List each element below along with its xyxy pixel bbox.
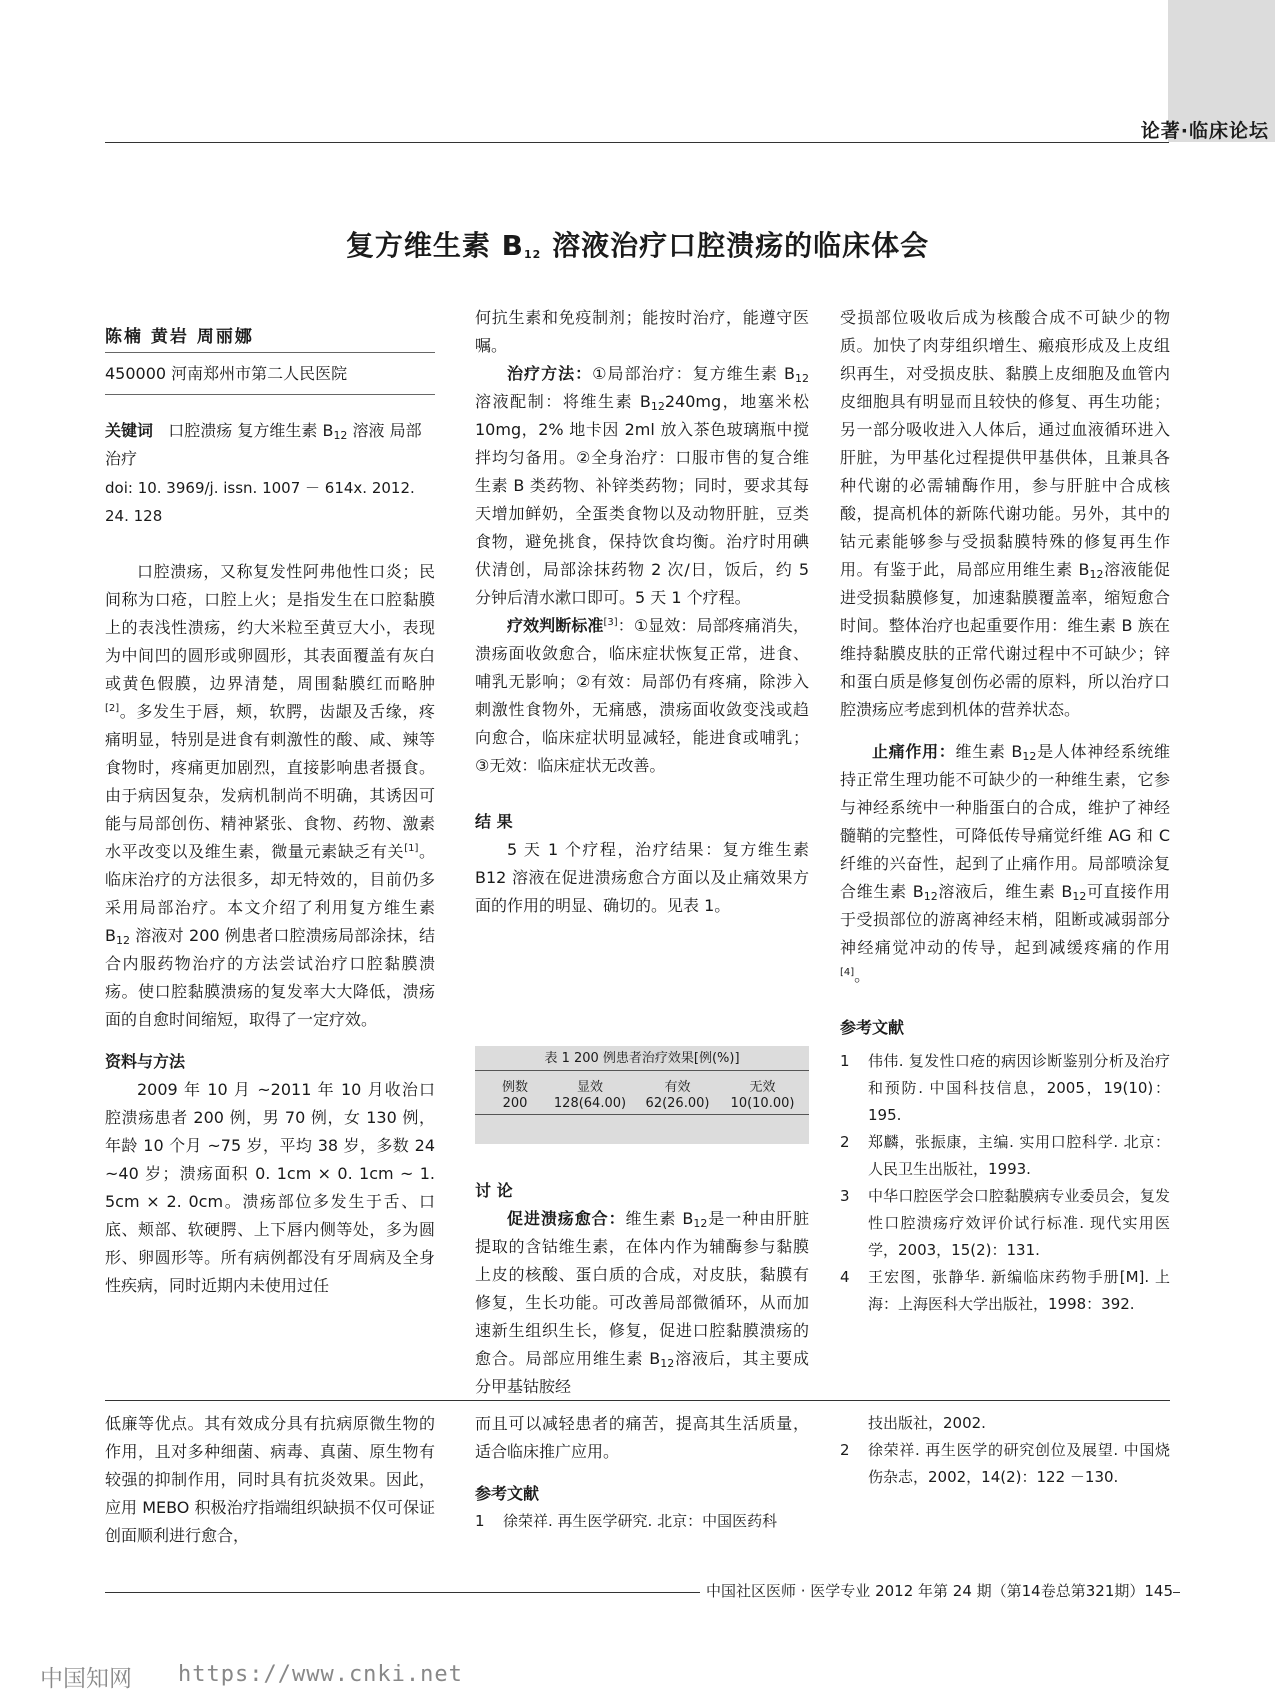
- methods-paragraph-cont: 何抗生素和免疫制剂；能按时治疗，能遵守医嘱。: [475, 308, 809, 355]
- results-table: [475, 1046, 809, 1144]
- column-1: [105, 558, 435, 1300]
- intro-paragraph: 口腔溃疡，又称复发性阿弗他性口炎；民间称为口疮，口腔上火；是指发生在口腔黏膜上的表浅性溃疡，约大米粒至黄豆大小，表现为中间凹的圆形或卵圆形，其表面覆盖有灰白或黄色假膜，边界清楚，周围黏膜红而略肿[2]。多发生于唇，颊，软腭，齿龈及舌缘，疼痛明显，特别是进食有刺激性的酸、咸、辣等食物时，疼痛更加剧烈，直接影响患者摄食。由于病因复杂，发病机制尚不明确，其诱因可能与局部创伤、精神紧张、食物、药物、激素水平改变以及维生素，微量元素缺乏有关[1]。临床治疗的方法很多，却无特效的，目前仍多采用局部治疗。本文介绍了利用复方维生素 $B_{12}$ 溶液对 200 例患者口腔溃疡局部涂抹，结合内服药物治疗的方法尝试治疗口腔黏膜溃疡。使口腔黏膜溃疡的复发率大大降低，溃疡面的自愈时间缩短，取得了一定疗效。: [105, 562, 435, 1029]
- prev-article-col-1: [105, 1410, 435, 1550]
- column-2-lower: [475, 1177, 809, 1401]
- methods-paragraph: 2009 年 10 月 ~2011 年 10 月收治口腔溃疡患者 200 例，男 70 例，女 130 例，年龄 10 个月 ~75 岁，平均 38 岁，多数 24 ~40 岁；溃疡面积 0. 1cm × 0. 1cm ~ 1. 5cm × 2. 0cm。溃疡部位多发生于舌、口底、颊部、软硬腭、上下唇内侧等处，多为圆形、卵圆形等。所有病例都没有牙周病及全身性疾病，同时近期内未使用过任: [105, 1080, 435, 1295]
- methods-heading: 资料与方法: [105, 1052, 186, 1071]
- article-divider: [105, 1400, 1170, 1401]
- table-header-cell: 无效: [749, 1080, 776, 1095]
- treatment-paragraph: 治疗方法：①局部治疗：复方维生素 $B_{12}$ 溶液配制：将维生素 $B_{12}240mg$，地塞米松 10mg，2% 地卡因 2ml 放入茶色玻璃瓶中搅拌均匀备用。②全身治疗：口服市售的复合维生素 B 类药物、补锌类药物；同时，要求其每天增加鲜奶，全蛋类食物以及动物肝脏，豆类食物，避免挑食，保持饮食均衡。治疗时用碘伏清创，局部涂抹药物 2 次/日，饭后，约 5 分钟后清水漱口即可。5 天 1 个疗程。: [475, 364, 809, 607]
- prev-article-col-3: [840, 1410, 1170, 1491]
- results-heading: 结 果: [475, 812, 513, 831]
- author-rule: [105, 352, 435, 353]
- page-footer: 中国社区医师 · 医学专业 2012 年第 24 期（第14卷总第321期）145: [700, 1580, 1173, 1601]
- column-2: [475, 304, 809, 920]
- table-header-cell: 显效: [576, 1080, 603, 1095]
- reference-item: 4 王宏图，张静华. 新编临床药物手册[M]. 上海：上海医科大学出版社，1998：392.: [840, 1268, 1170, 1313]
- prev-reference-item: 1 徐荣祥. 再生医学研究. 北京：中国医药科: [475, 1512, 778, 1530]
- keywords: 关键词 口腔溃疡 复方维生素 $B_{12}$ 溶液 局部治疗: [105, 421, 422, 468]
- prev-reference-list: [475, 1508, 809, 1535]
- prev-reference-list-cont: [840, 1410, 1170, 1491]
- discussion-paragraph-1-cont: 受损部位吸收后成为核酸合成不可缺少的物质。加快了肉芽组织增生、瘢痕形成及上皮组织再生，对受损皮肤、黏膜上皮细胞及血管内皮细胞具有明显而且较快的修复、再生功能；另一部分吸收进入人体后，通过血液循环进入肝脏，为甲基化过程提供甲基供体，且兼具各种代谢的必需辅酶作用，参与肝脏中合成核酸，提高机体的新陈代谢功能。另外，其中的钴元素能够参与受损黏膜特殊的修复再生作用。有鉴于此，局部应用维生素 $B_{12}$溶液能促进受损黏膜修复，加速黏膜覆盖率，缩短愈合时间。整体治疗也起重要作用：维生素 B 族在维持黏膜皮肤的正常代谢过程中不可缺少；锌和蛋白质是修复创伤必需的原料，所以治疗口腔溃疡应考虑到机体的营养状态。: [840, 308, 1170, 719]
- references-heading: 参考文献: [840, 1018, 905, 1037]
- table-cell: 10(10.00): [730, 1096, 795, 1111]
- prev-article-col-2: [475, 1410, 809, 1535]
- authors: 陈楠 黄岩 周丽娜: [105, 327, 254, 347]
- affiliation-rule: [105, 394, 435, 395]
- prev-reference-item-cont: 技出版社，2002.: [868, 1414, 986, 1432]
- table-cell: 128(64.00): [553, 1096, 627, 1111]
- prev-references-heading: 参考文献: [475, 1484, 540, 1503]
- header-rule: [105, 142, 1169, 143]
- article-title: 复方维生素 $B_{12}$ 溶液治疗口腔溃疡的临床体会: [345, 229, 930, 262]
- column-3: [840, 304, 1170, 1318]
- reference-list: [840, 1048, 1170, 1318]
- cnki-url: https://www.cnki.net: [178, 1662, 463, 1687]
- table-header-rule: [475, 1070, 809, 1071]
- prev-article-text: 低廉等优点。其有效成分具有抗病原微生物的作用，且对多种细菌、病毒、真菌、原生物有较强的抑制作用，同时具有抗炎效果。因此，应用 MEBO 积极治疗指端组织缺损不仅可保证创面顺利进行愈合，: [105, 1414, 435, 1545]
- reference-item: 3 中华口腔医学会口腔黏膜病专业委员会，复发性口腔溃疡疗效评价试行标准. 现代实用医学，2003，15(2)：131.: [840, 1187, 1170, 1259]
- table-cell: 200: [502, 1096, 528, 1111]
- prev-reference-item: 2 徐荣祥. 再生医学的研究创位及展望. 中国烧伤杂志，2002，14(2)：122 －130.: [840, 1441, 1170, 1486]
- section-label: 论著·临床论坛: [1140, 120, 1269, 142]
- results-paragraph: 5 天 1 个疗程，治疗结果：复方维生素 B12 溶液在促进溃疡愈合方面以及止痛效果方面的作用的明显、确切的。见表 1。: [475, 840, 809, 915]
- table-cell: 62(26.00): [645, 1096, 710, 1111]
- prev-article-text-cont: 而且可以减轻患者的痛苦，提高其生活质量，适合临床推广应用。: [475, 1414, 809, 1461]
- table-header-cell: 例数: [501, 1080, 528, 1095]
- reference-item: 1 伟伟. 复发性口疮的病因诊断鉴别分析及治疗和预防. 中国科技信息，2005，19(10)：195.: [840, 1052, 1170, 1124]
- cnki-watermark: 中国知网: [40, 1666, 132, 1692]
- discussion-paragraph-2: 止痛作用：维生素 $B_{12}$是人体神经系统维持正常生理功能不可缺少的一种维生素，它参与神经系统中一种脂蛋白的合成，维护了神经髓鞘的完整性，可降低传导痛觉纤维 AG 和 C 纤维的兴奋性，起到了止痛作用。局部喷涂复合维生素 $B_{12}$溶液后，维生素 $B_{12}$可直接作用于受损部位的游离神经末梢，阻断或减弱部分神经痛觉冲动的传导，起到减缓疼痛的作用[4]。: [840, 742, 1170, 985]
- criteria-paragraph: 疗效判断标准[3]：①显效：局部疼痛消失，溃疡面收敛愈合，临床症状恢复正常，进食、哺乳无影响；②有效：局部仍有疼痛，除涉入刺激性食物外，无痛感，溃疡面收敛变浅或趋向愈合，临床症状明显减轻，能进食或哺乳；③无效：临床症状无改善。: [475, 616, 809, 775]
- discussion-paragraph-1: 促进溃疡愈合：维生素 $B_{12}$是一种由肝脏提取的含钴维生素，在体内作为辅酶参与黏膜上皮的核酸、蛋白质的合成，对皮肤，黏膜有修复，生长功能。可改善局部微循环，从而加速新生组织生长，修复，促进口腔黏膜溃疡的愈合。局部应用维生素 $B_{12}$溶液后，其主要成分甲基钴胺经: [475, 1209, 809, 1396]
- discussion-heading: 讨 论: [475, 1181, 513, 1200]
- affiliation: 450000 河南郑州市第二人民医院: [105, 364, 348, 383]
- table-caption: 表 1 200 例患者治疗效果[例(%)]: [544, 1051, 740, 1066]
- doi: doi: 10. 3969/j. issn. 1007 － 614x. 2012. 24. 128: [105, 479, 415, 525]
- table-bottom-rule: [475, 1114, 809, 1115]
- reference-item: 2 郑麟，张振康，主编. 实用口腔科学. 北京：人民卫生出版社，1993.: [840, 1133, 1170, 1178]
- table-header-cell: 有效: [664, 1080, 691, 1095]
